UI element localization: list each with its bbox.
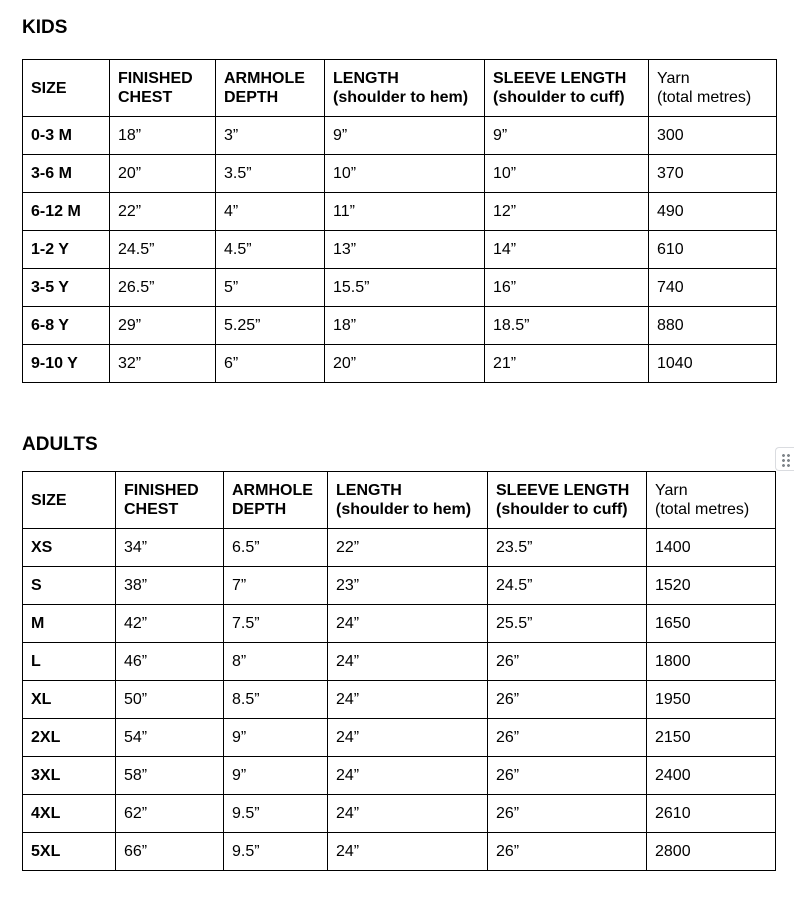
- cell-size: 3-5 Y: [23, 269, 110, 307]
- cell-finished-chest: 22”: [110, 193, 216, 231]
- cell-armhole-depth: 6”: [216, 345, 325, 383]
- adults-heading: ADULTS: [22, 434, 98, 455]
- cell-finished-chest: 34”: [116, 529, 224, 567]
- cell-yarn: 2800: [647, 833, 776, 871]
- grip-dots-icon: [781, 453, 791, 467]
- header-length-line: (shoulder to hem): [336, 501, 472, 518]
- header-finished-chest: [110, 60, 216, 117]
- cell-yarn: 2400: [647, 757, 776, 795]
- cell-sleeve-length: 26”: [488, 833, 647, 871]
- cell-length: 24”: [328, 833, 488, 871]
- cell-finished-chest: 26.5”: [110, 269, 216, 307]
- adults-table-header: [23, 472, 776, 529]
- header-length-line: LENGTH: [336, 482, 402, 499]
- header-yarn: [647, 472, 776, 529]
- cell-length: 24”: [328, 795, 488, 833]
- cell-length: 24”: [328, 643, 488, 681]
- cell-sleeve-length: 26”: [488, 795, 647, 833]
- header-finished-chest-line: CHEST: [124, 501, 179, 518]
- cell-armhole-depth: 8”: [224, 643, 328, 681]
- cell-size: XL: [23, 681, 116, 719]
- cell-armhole-depth: 5.25”: [216, 307, 325, 345]
- cell-size: 9-10 Y: [23, 345, 110, 383]
- cell-yarn: 1520: [647, 567, 776, 605]
- cell-length: 13”: [325, 231, 485, 269]
- kids-table-header: [23, 60, 777, 117]
- cell-finished-chest: 24.5”: [110, 231, 216, 269]
- cell-length: 24”: [328, 681, 488, 719]
- cell-yarn: 300: [649, 117, 777, 155]
- cell-armhole-depth: 6.5”: [224, 529, 328, 567]
- header-sleeve-length-line: SLEEVE LENGTH: [496, 482, 630, 499]
- table-row: [23, 605, 776, 643]
- cell-sleeve-length: 14”: [485, 231, 649, 269]
- cell-size: 0-3 M: [23, 117, 110, 155]
- header-length: [328, 472, 488, 529]
- cell-yarn: 1950: [647, 681, 776, 719]
- table-row: [23, 681, 776, 719]
- cell-armhole-depth: 9.5”: [224, 795, 328, 833]
- cell-yarn: 1400: [647, 529, 776, 567]
- cell-sleeve-length: 18.5”: [485, 307, 649, 345]
- header-size-line: SIZE: [31, 79, 67, 97]
- cell-yarn: 370: [649, 155, 777, 193]
- cell-sleeve-length: 21”: [485, 345, 649, 383]
- header-length-line: (shoulder to hem): [333, 89, 469, 106]
- cell-finished-chest: 42”: [116, 605, 224, 643]
- adults-header-row: [23, 472, 776, 529]
- cell-length: 24”: [328, 719, 488, 757]
- table-row: [23, 269, 777, 307]
- header-yarn-line: (total metres): [657, 89, 752, 106]
- cell-armhole-depth: 7.5”: [224, 605, 328, 643]
- cell-sleeve-length: 10”: [485, 155, 649, 193]
- cell-sleeve-length: 26”: [488, 757, 647, 795]
- table-row: [23, 345, 777, 383]
- cell-yarn: 1650: [647, 605, 776, 643]
- cell-armhole-depth: 8.5”: [224, 681, 328, 719]
- header-armhole-depth-line: ARMHOLE: [224, 70, 305, 87]
- cell-armhole-depth: 3”: [216, 117, 325, 155]
- table-row: [23, 643, 776, 681]
- cell-sleeve-length: 25.5”: [488, 605, 647, 643]
- cell-size: 4XL: [23, 795, 116, 833]
- kids-size-table: [22, 59, 777, 383]
- cell-armhole-depth: 5”: [216, 269, 325, 307]
- cell-length: 20”: [325, 345, 485, 383]
- drag-handle-icon[interactable]: [775, 447, 794, 471]
- cell-yarn: 490: [649, 193, 777, 231]
- cell-size: 1-2 Y: [23, 231, 110, 269]
- cell-length: 15.5”: [325, 269, 485, 307]
- cell-size: L: [23, 643, 116, 681]
- table-row: [23, 567, 776, 605]
- cell-length: 24”: [328, 757, 488, 795]
- header-yarn-line: Yarn: [657, 70, 690, 87]
- cell-armhole-depth: 4.5”: [216, 231, 325, 269]
- cell-sleeve-length: 24.5”: [488, 567, 647, 605]
- cell-size: 6-8 Y: [23, 307, 110, 345]
- cell-finished-chest: 38”: [116, 567, 224, 605]
- table-row: [23, 757, 776, 795]
- cell-size: 2XL: [23, 719, 116, 757]
- adults-size-table: [22, 471, 776, 871]
- header-sleeve-length-line: (shoulder to cuff): [496, 501, 628, 518]
- table-row: [23, 193, 777, 231]
- table-row: [23, 155, 777, 193]
- cell-length: 9”: [325, 117, 485, 155]
- cell-sleeve-length: 12”: [485, 193, 649, 231]
- cell-yarn: 1040: [649, 345, 777, 383]
- cell-size: 6-12 M: [23, 193, 110, 231]
- cell-armhole-depth: 9”: [224, 719, 328, 757]
- cell-sleeve-length: 26”: [488, 643, 647, 681]
- header-armhole-depth-line: DEPTH: [232, 501, 287, 518]
- header-finished-chest-line: CHEST: [118, 89, 173, 106]
- cell-size: 3-6 M: [23, 155, 110, 193]
- cell-armhole-depth: 7”: [224, 567, 328, 605]
- cell-sleeve-length: 9”: [485, 117, 649, 155]
- cell-finished-chest: 20”: [110, 155, 216, 193]
- header-length-line: LENGTH: [333, 70, 399, 87]
- cell-yarn: 610: [649, 231, 777, 269]
- cell-finished-chest: 46”: [116, 643, 224, 681]
- cell-length: 22”: [328, 529, 488, 567]
- header-finished-chest: [116, 472, 224, 529]
- cell-sleeve-length: 26”: [488, 719, 647, 757]
- cell-sleeve-length: 26”: [488, 681, 647, 719]
- header-yarn: [649, 60, 777, 117]
- header-armhole-depth: [216, 60, 325, 117]
- cell-yarn: 880: [649, 307, 777, 345]
- adults-table-body: [23, 529, 776, 871]
- cell-yarn: 2610: [647, 795, 776, 833]
- cell-size: XS: [23, 529, 116, 567]
- header-yarn-line: Yarn: [655, 482, 688, 499]
- header-sleeve-length-line: SLEEVE LENGTH: [493, 70, 627, 87]
- table-row: [23, 795, 776, 833]
- cell-length: 18”: [325, 307, 485, 345]
- cell-armhole-depth: 3.5”: [216, 155, 325, 193]
- table-row: [23, 307, 777, 345]
- cell-finished-chest: 29”: [110, 307, 216, 345]
- table-row: [23, 529, 776, 567]
- cell-finished-chest: 32”: [110, 345, 216, 383]
- header-sleeve-length: [485, 60, 649, 117]
- header-armhole-depth-line: DEPTH: [224, 89, 279, 106]
- table-row: [23, 719, 776, 757]
- cell-size: 5XL: [23, 833, 116, 871]
- cell-size: S: [23, 567, 116, 605]
- cell-length: 24”: [328, 605, 488, 643]
- cell-length: 23”: [328, 567, 488, 605]
- header-armhole-depth-line: ARMHOLE: [232, 482, 313, 499]
- header-size-line: SIZE: [31, 491, 67, 509]
- header-size: [23, 472, 116, 529]
- header-length: [325, 60, 485, 117]
- kids-heading: KIDS: [22, 17, 68, 38]
- cell-length: 10”: [325, 155, 485, 193]
- cell-size: M: [23, 605, 116, 643]
- cell-armhole-depth: 4”: [216, 193, 325, 231]
- cell-yarn: 740: [649, 269, 777, 307]
- header-armhole-depth: [224, 472, 328, 529]
- cell-finished-chest: 66”: [116, 833, 224, 871]
- header-finished-chest-line: FINISHED: [124, 482, 199, 499]
- table-row: [23, 231, 777, 269]
- header-sleeve-length: [488, 472, 647, 529]
- cell-sleeve-length: 16”: [485, 269, 649, 307]
- header-size: [23, 60, 110, 117]
- header-finished-chest-line: FINISHED: [118, 70, 193, 87]
- cell-yarn: 1800: [647, 643, 776, 681]
- cell-length: 11”: [325, 193, 485, 231]
- header-yarn-line: (total metres): [655, 501, 750, 518]
- cell-sleeve-length: 23.5”: [488, 529, 647, 567]
- kids-header-row: [23, 60, 777, 117]
- table-row: [23, 117, 777, 155]
- cell-finished-chest: 18”: [110, 117, 216, 155]
- table-row: [23, 833, 776, 871]
- cell-yarn: 2150: [647, 719, 776, 757]
- cell-finished-chest: 58”: [116, 757, 224, 795]
- cell-armhole-depth: 9.5”: [224, 833, 328, 871]
- cell-finished-chest: 62”: [116, 795, 224, 833]
- cell-size: 3XL: [23, 757, 116, 795]
- header-sleeve-length-line: (shoulder to cuff): [493, 89, 625, 106]
- cell-finished-chest: 50”: [116, 681, 224, 719]
- cell-finished-chest: 54”: [116, 719, 224, 757]
- cell-armhole-depth: 9”: [224, 757, 328, 795]
- kids-table-body: [23, 117, 777, 383]
